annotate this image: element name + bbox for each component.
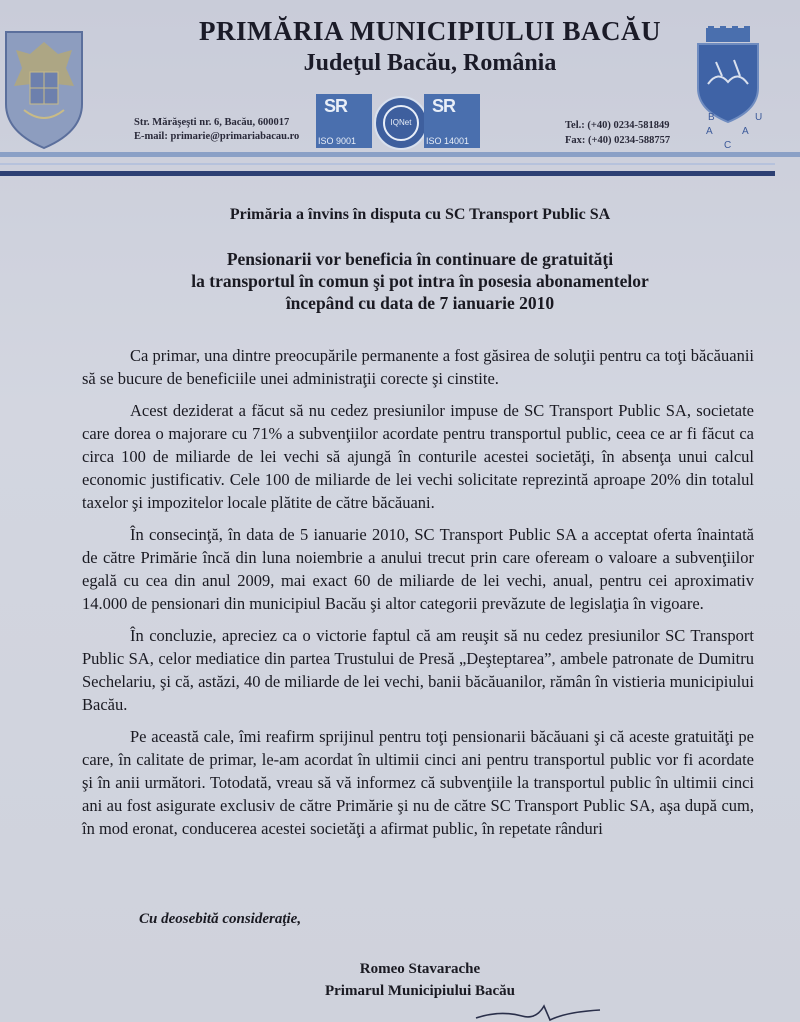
handwritten-signature-icon — [470, 992, 610, 1022]
announcement-headline: Primăria a învins în disputa cu SC Transport Public SA — [229, 206, 611, 223]
badge-iso-label: ISO 9001 — [318, 136, 357, 146]
badge-sr-label: SR — [432, 96, 456, 116]
address-line: Str. Mărăşeşti nr. 6, Bacău, 600017 — [134, 117, 290, 128]
body-paragraph: Pe această cale, îmi reafirm sprijinul pentru toţi pensionarii băcăuani şi că aceste gratuităţi pe care, în calitate de primar, le-am acordat în ultimii cinci ani pentru transportul public vor fi acordate şi în anii următori. Totodată, vreau să vă informez că subvenţiile la transportul public în ultimii cinci ani au fost asigurate exclusiv de către Primărie şi nu de către SC Transport Public SA, aşa după cum, în mod eronat, conducerea acestei societăţi a afirmat public, în repetate rânduri — [82, 727, 754, 838]
institution-title: PRIMĂRIA MUNICIPIULUI BACĂU — [198, 16, 661, 46]
email-line[interactable]: E-mail: primarie@primariabacau.ro — [134, 131, 300, 142]
signer-name: Romeo Stavarache — [359, 961, 481, 977]
crest-letter: U — [755, 112, 763, 123]
badge-sr-label: SR — [324, 96, 348, 116]
body-paragraph: În consecinţă, în data de 5 ianuarie 2010, SC Transport Public SA a acceptat oferta înaintată de către Primărie încă din luna noiembrie a anului trecut prin care ofeream o valoare a subvenţiilor egală cu cea din anul 2009, mai exact 60 de miliarde de lei vechi, anual, pentru cei aproximativ 14.000 de pensionari din municipiul Bacău şi altor categorii prevăzute de legislaţia în vigoare. — [82, 525, 754, 613]
crest-letter: C — [724, 140, 732, 151]
bacau-coat-of-arms-icon — [694, 26, 762, 126]
header-divider-thin — [0, 163, 775, 165]
crest-letter: B — [708, 112, 715, 123]
badge-iso-label: ISO 14001 — [426, 136, 470, 146]
institution-subtitle: Judeţul Bacău, România — [303, 50, 557, 76]
header-divider-light — [0, 152, 800, 157]
announcement-subheadline — [0, 248, 800, 314]
iso-14001-badge — [424, 94, 480, 148]
iqnet-badge — [374, 96, 428, 150]
badge-iqnet-label: IQNet — [390, 118, 412, 127]
subheadline-line: începând cu data de 7 ianuarie 2010 — [285, 293, 555, 313]
header-divider-dark — [0, 171, 775, 176]
crest-letter: A — [706, 126, 713, 137]
letter-body — [82, 344, 754, 849]
signature-block — [0, 958, 800, 1002]
iso-9001-badge — [316, 94, 372, 148]
signer-role: Primarul Municipiului Bacău — [324, 983, 516, 999]
body-paragraph: Acest deziderat a făcut să nu cedez presiunilor impuse de SC Transport Public SA, societate care dorea o majorare cu 71% a subvenţiilor acordate pentru transportul public, ceea ce ar fi făcut ca circa 100 de miliarde de lei vechi să ajungă în conturile acestei societăţi, în absenţa unui calcul economic justificativ. Cele 100 de miliarde de lei vechi solicitate reprezintă aproape 20% din totalul taxelor şi impozitelor locale plătite de către băcăuani. — [82, 401, 754, 512]
closing-salutation: Cu deosebită consideraţie, — [139, 911, 302, 927]
subheadline-line: la transportul în comun şi pot intra în posesia abonamentelor — [191, 271, 649, 291]
address-block — [134, 116, 299, 144]
contact-block — [565, 118, 670, 148]
body-paragraph: În concluzie, apreciez ca o victorie faptul că am reuşit să nu cedez presiunilor SC Transport Public SA, celor mediatice din partea Trustului de Presă „Deşteptarea”, ambele patronate de Dumitru Sechelariu, şi că, astăzi, 40 de miliarde de lei vechi, banii băcăuanilor, rămân în vistieria municipiului Bacău. — [82, 626, 754, 714]
crest-letter: A — [742, 126, 749, 137]
body-paragraph: Ca primar, una dintre preocupările permanente a fost găsirea de soluţii pentru ca toţi băcăuanii să se bucure de beneficiile unei administraţii corecte şi cinstite. — [82, 346, 754, 388]
fax-line: Fax: (+40) 0234-588757 — [565, 135, 671, 146]
phone-line: Tel.: (+40) 0234-581849 — [565, 120, 670, 131]
subheadline-line: Pensionarii vor beneficia în continuare de gratuităţi — [226, 249, 614, 269]
